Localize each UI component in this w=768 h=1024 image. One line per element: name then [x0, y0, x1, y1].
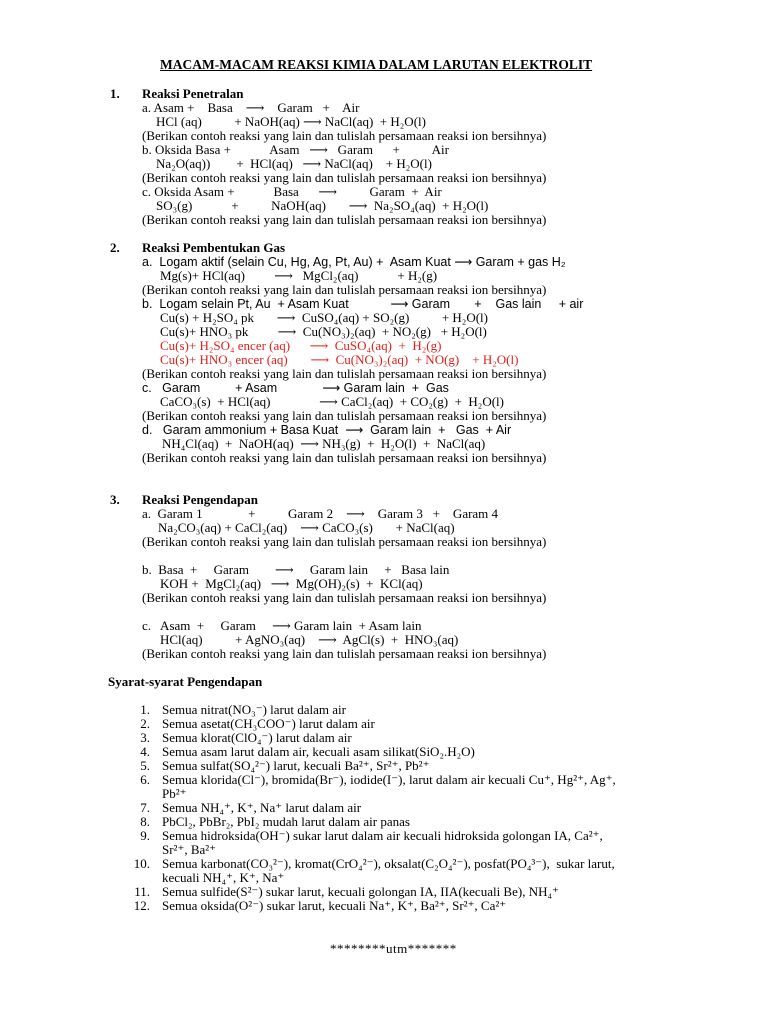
instruction-line: (Berikan contoh reaksi yang lain dan tulislah persamaan reaksi ion bersihnya) — [142, 408, 547, 423]
rule-number: 9. — [140, 828, 150, 843]
rule-text: PbCl₂, PbBr₂, PbI₂ mudah larut dalam air panas — [162, 814, 410, 829]
s2-b-equation-3: Cu(s)+ H₂SO₄ encer (aq) ⟶ CuSO₄(aq) + H₂(g) — [160, 338, 442, 353]
rule-text: Semua hidroksida(OH⁻) sukar larut dalam air kecuali hidroksida golongan IA, Ca²⁺, — [162, 828, 603, 843]
rule-number: 5. — [140, 758, 150, 773]
instruction-line: (Berikan contoh reaksi yang lain dan tulislah persamaan reaksi ion bersihnya) — [142, 534, 547, 549]
rule-text: Semua sulfat(SO₄²⁻) larut, kecuali Ba²⁺, Sr²⁺, Pb²⁺ — [162, 758, 430, 773]
rules-heading: Syarat-syarat Pengendapan — [108, 674, 263, 689]
s1-a-line: a. Asam + Basa ⟶ Garam + Air — [142, 100, 360, 115]
rule-number: 6. — [140, 772, 150, 787]
rule-number: 2. — [140, 716, 150, 731]
rule-text: Semua klorida(Cl⁻), bromida(Br⁻), iodide(I⁻), larut dalam air kecuali Cu⁺, Hg²⁺, Ag⁺, — [162, 772, 616, 787]
rule-number: 4. — [140, 744, 150, 759]
s2-d-line: d. Garam ammonium + Basa Kuat ⟶ Garam lain + Gas + Air — [142, 423, 512, 437]
rule-text-continued: Sr²⁺, Ba²⁺ — [162, 842, 217, 857]
rule-text: Semua klorat(ClO₄⁻) larut dalam air — [162, 730, 352, 745]
section-3-heading: Reaksi Pengendapan — [142, 492, 258, 507]
section-1-heading: Reaksi Penetralan — [142, 86, 244, 101]
s3-c-line: c. Asam + Garam ⟶ Garam lain + Asam lain — [142, 618, 422, 633]
instruction-line: (Berikan contoh reaksi yang lain dan tulislah persamaan reaksi ion bersihnya) — [142, 366, 547, 381]
rule-number: 1. — [140, 702, 150, 717]
rule-number: 7. — [140, 800, 150, 815]
section-2-number: 2. — [110, 240, 120, 255]
s1-b-line: b. Oksida Basa + Asam ⟶ Garam + Air — [142, 142, 449, 157]
s3-a-line: a. Garam 1 + Garam 2 ⟶ Garam 3 + Garam 4 — [142, 506, 499, 521]
instruction-line: (Berikan contoh reaksi yang lain dan tulislah persamaan reaksi ion bersihnya) — [142, 128, 547, 143]
rule-text: Semua nitrat(NO₃⁻) larut dalam air — [162, 702, 346, 717]
rule-number: 11. — [134, 884, 150, 899]
s1-c-equation: SO₃(g) + NaOH(aq) ⟶ Na₂SO₄(aq) + H₂O(l) — [156, 198, 489, 213]
s2-a-equation: Mg(s)+ HCl(aq) ⟶ MgCl₂(aq) + H₂(g) — [160, 268, 438, 283]
rule-text: Semua oksida(O²⁻) sukar larut, kecuali Na⁺, K⁺, Ba²⁺, Sr²⁺, Ca²⁺ — [162, 898, 507, 913]
s3-c-equation: HCl(aq) + AgNO₃(aq) ⟶ AgCl(s) + HNO₃(aq) — [160, 632, 459, 647]
instruction-line: (Berikan contoh reaksi yang lain dan tulislah persamaan reaksi ion bersihnya) — [142, 282, 547, 297]
page-title: MACAM-MACAM REAKSI KIMIA DALAM LARUTAN ELEKTROLIT — [160, 57, 593, 72]
s1-a-equation: HCl (aq) + NaOH(aq) ⟶ NaCl(aq) + H₂O(l) — [156, 114, 426, 129]
s2-a-line: a. Logam aktif (selain Cu, Hg, Ag, Pt, Au) + Asam Kuat ⟶ Garam + gas H₂ — [142, 255, 566, 269]
instruction-line: (Berikan contoh reaksi yang lain dan tulislah persamaan reaksi ion bersihnya) — [142, 450, 547, 465]
s3-b-line: b. Basa + Garam ⟶ Garam lain + Basa lain — [142, 562, 450, 577]
rule-text: Semua NH₄⁺, K⁺, Na⁺ larut dalam air — [162, 800, 362, 815]
instruction-line: (Berikan contoh reaksi yang lain dan tulislah persamaan reaksi ion bersihnya) — [142, 590, 547, 605]
s2-b-equation-1: Cu(s) + H₂SO₄ pk ⟶ CuSO₄(aq) + SO₂(g) + H₂O(l) — [160, 310, 488, 325]
instruction-line: (Berikan contoh reaksi yang lain dan tulislah persamaan reaksi ion bersihnya) — [142, 212, 547, 227]
rule-number: 8. — [140, 814, 150, 829]
s3-b-equation: KOH + MgCl₂(aq) ⟶ Mg(OH)₂(s) + KCl(aq) — [160, 576, 423, 591]
s2-b-equation-2: Cu(s)+ HNO₃ pk ⟶ Cu(NO₃)₂(aq) + NO₂(g) + H₂O(l) — [160, 324, 487, 339]
section-1-number: 1. — [110, 86, 120, 101]
s2-d-equation: NH₄Cl(aq) + NaOH(aq) ⟶ NH₃(g) + H₂O(l) + NaCl(aq) — [162, 436, 486, 451]
rule-number: 10. — [133, 856, 150, 871]
rule-text: Semua asam larut dalam air, kecuali asam silikat(SiO₂.H₂O) — [162, 744, 475, 759]
section-2-heading: Reaksi Pembentukan Gas — [142, 240, 286, 255]
instruction-line: (Berikan contoh reaksi yang lain dan tulislah persamaan reaksi ion bersihnya) — [142, 646, 547, 661]
rule-text: Semua karbonat(CO₃²⁻), kromat(CrO₄²⁻), oksalat(C₂O₄²⁻), posfat(PO₄³⁻), sukar larut, — [162, 856, 615, 871]
section-3-number: 3. — [110, 492, 120, 507]
instruction-line: (Berikan contoh reaksi yang lain dan tulislah persamaan reaksi ion bersihnya) — [142, 170, 547, 185]
s1-c-line: c. Oksida Asam + Basa ⟶ Garam + Air — [142, 184, 442, 199]
rule-text-continued: Pb²⁺ — [162, 786, 187, 801]
footer-signature: ********utm******* — [330, 941, 457, 956]
s2-b-line: b. Logam selain Pt, Au + Asam Kuat ⟶ Garam + Gas lain + air — [142, 297, 584, 311]
s3-a-equation: Na₂CO₃(aq) + CaCl₂(aq) ⟶ CaCO₃(s) + NaCl(aq) — [158, 520, 455, 535]
s2-c-line: c. Garam + Asam ⟶ Garam lain + Gas — [142, 381, 449, 395]
s2-b-equation-4: Cu(s)+ HNO₃ encer (aq) ⟶ Cu(NO₃)₂(aq) + NO(g) + H₂O(l) — [160, 352, 519, 367]
rule-text: Semua asetat(CH₃COO⁻) larut dalam air — [162, 716, 375, 731]
s2-c-equation: CaCO₃(s) + HCl(aq) ⟶ CaCl₂(aq) + CO₂(g) + H₂O(l) — [160, 394, 504, 409]
s1-b-equation: Na₂O(aq)) + HCl(aq) ⟶ NaCl(aq) + H₂O(l) — [156, 156, 432, 171]
rule-text-continued: kecuali NH₄⁺, K⁺, Na⁺ — [162, 870, 285, 885]
rule-text: Semua sulfide(S²⁻) sukar larut, kecuali golongan IA, IIA(kecuali Be), NH₄⁺ — [162, 884, 559, 899]
rule-number: 12. — [133, 898, 150, 913]
rule-number: 3. — [140, 730, 150, 745]
